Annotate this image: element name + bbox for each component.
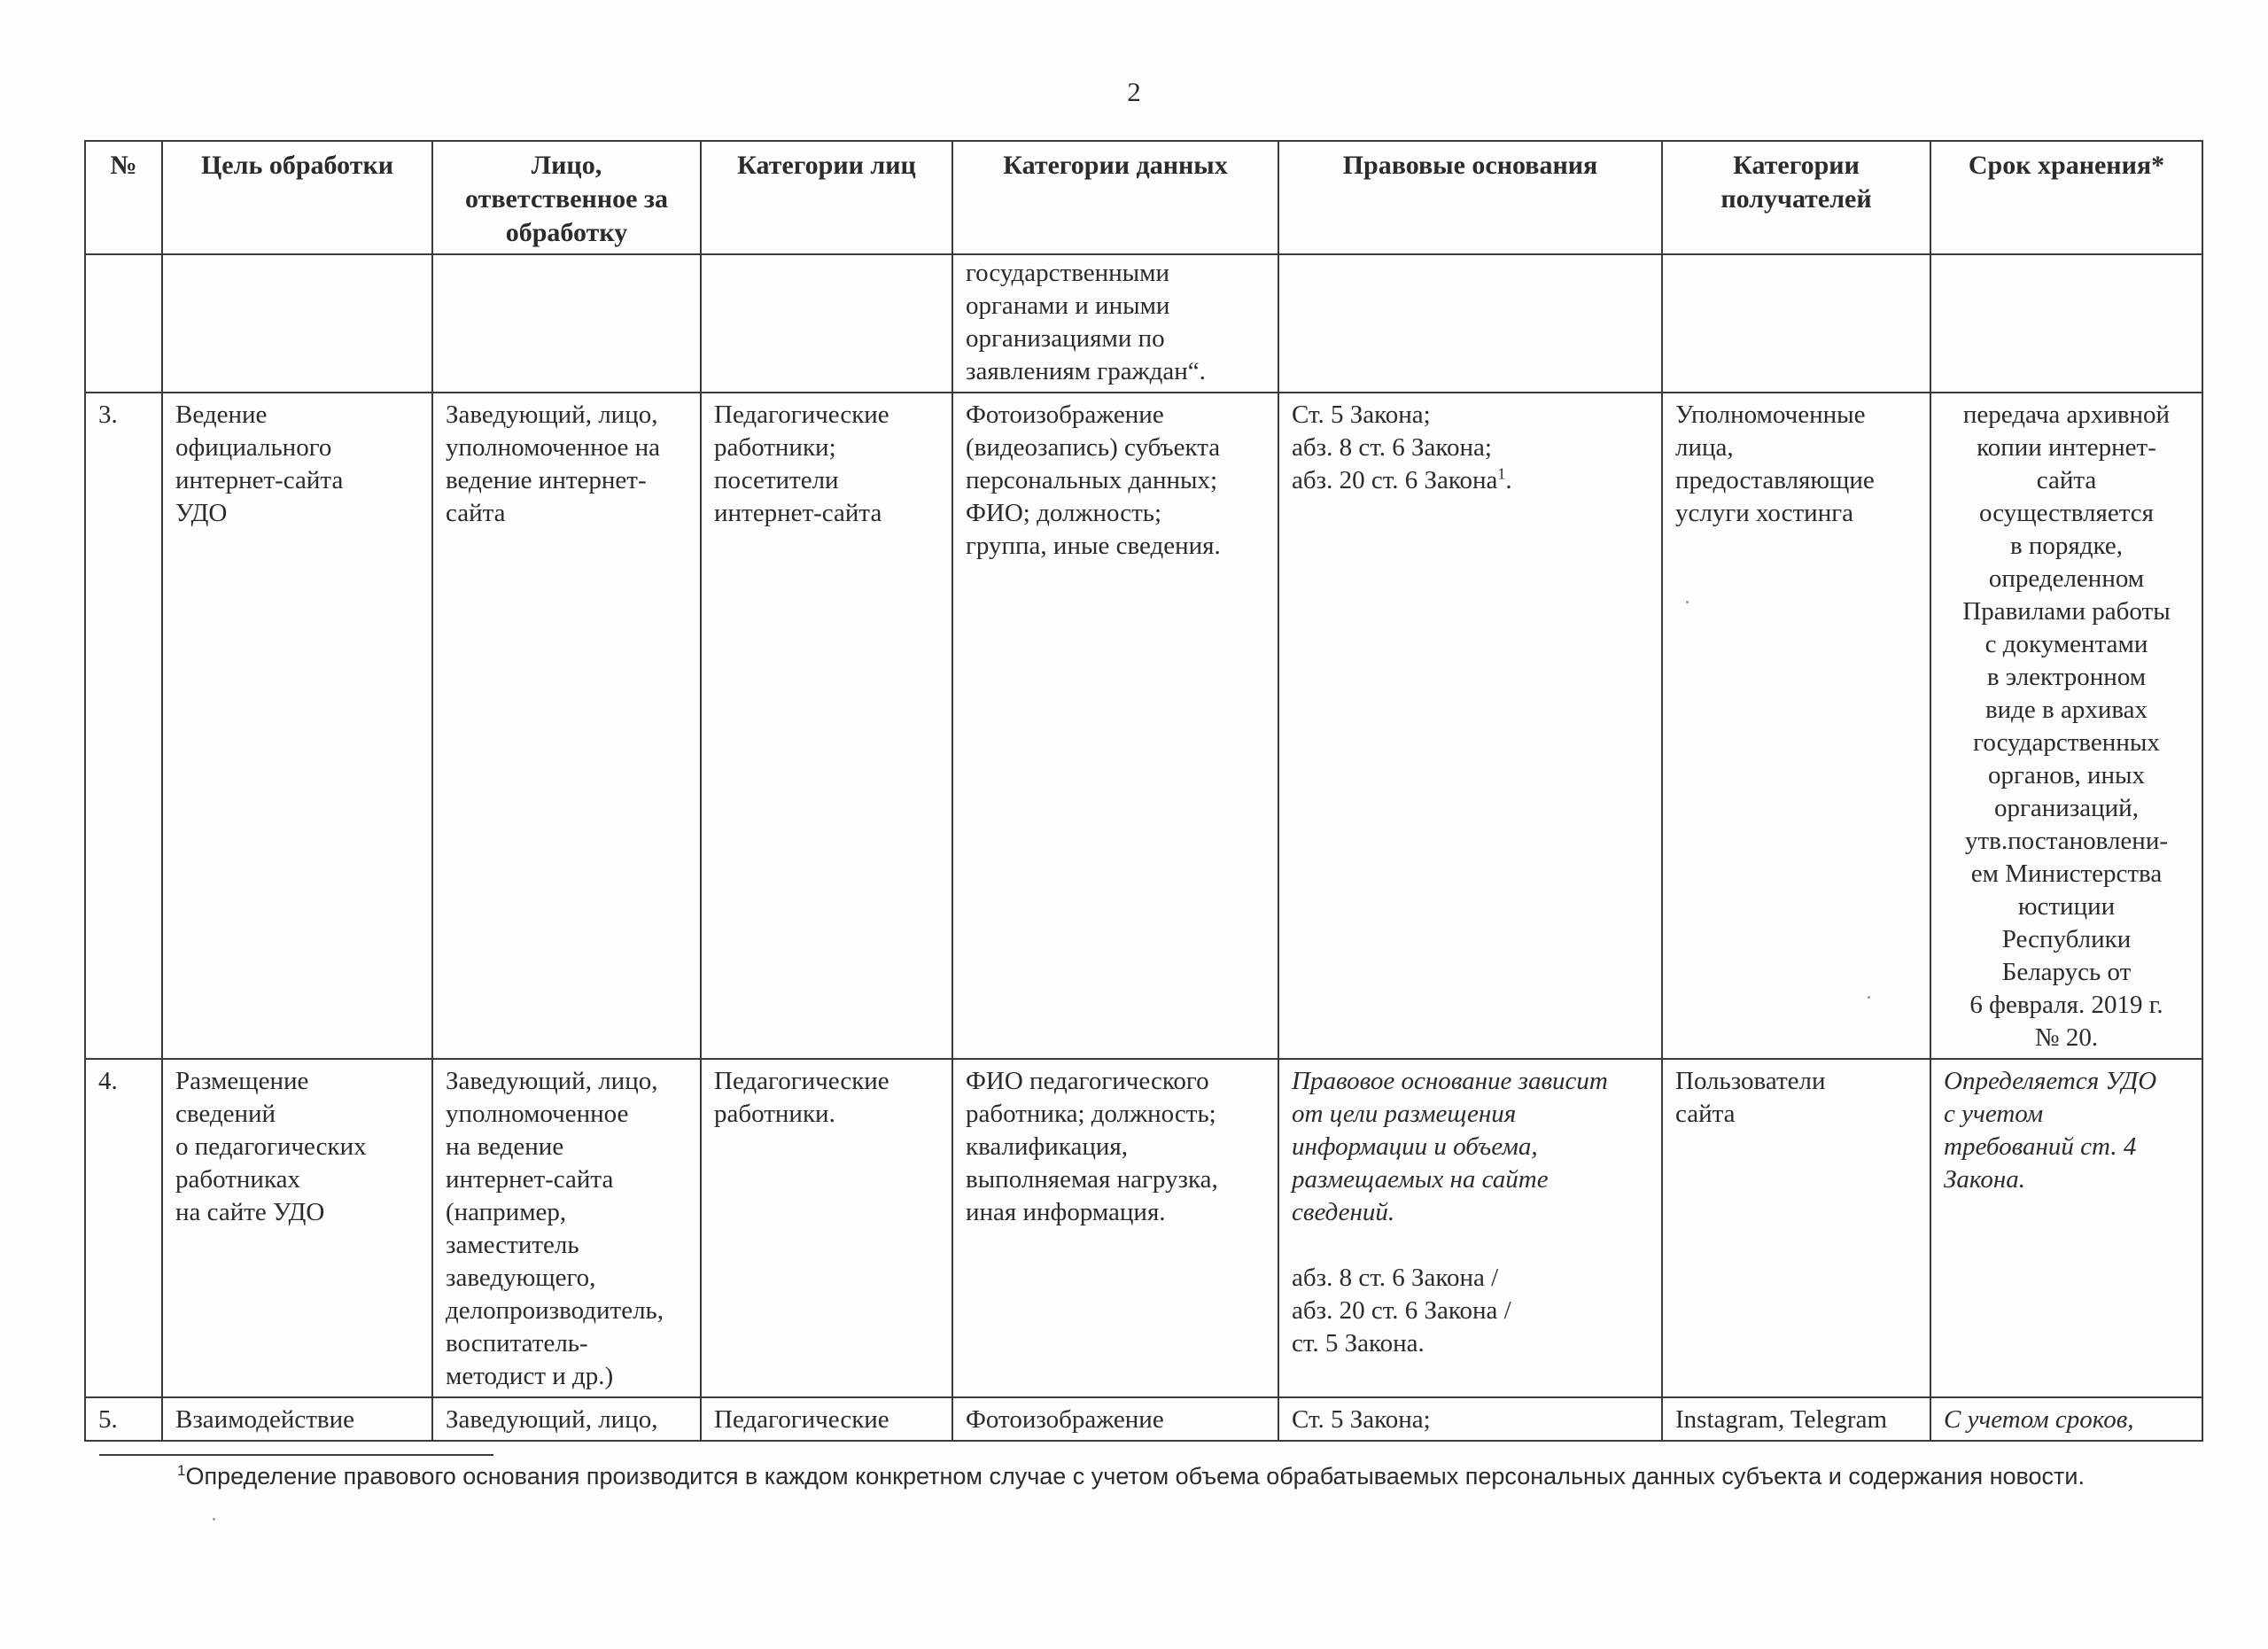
cell-retention-period	[1930, 1059, 2202, 1397]
text-line: организациями по	[966, 324, 1165, 353]
header-person-categories: Категории лиц	[701, 141, 952, 254]
text-line: № 20.	[2034, 1023, 2099, 1052]
cell-purpose	[162, 1059, 432, 1397]
text-line: государственными	[966, 259, 1170, 287]
cell-data-categories	[952, 254, 1278, 393]
text-line: Педагогические	[714, 401, 889, 429]
cell-data-categories: Фотоизображение	[952, 1397, 1278, 1441]
text-line: квалификация,	[966, 1132, 1128, 1161]
text-line: требований ст. 4	[1944, 1132, 2137, 1161]
text-line: сведений.	[1292, 1198, 1395, 1226]
header-responsible: Лицо, ответственное за обработку	[432, 141, 701, 254]
cell-empty	[162, 254, 432, 393]
text-line: организаций,	[1994, 794, 2139, 822]
cell-retention-period: С учетом сроков,	[1930, 1397, 2202, 1441]
cell-purpose: Взаимодействие	[162, 1397, 432, 1441]
text-line: интернет-сайта	[714, 499, 882, 527]
basis-text: абз. 20 ст. 6 Закона	[1292, 466, 1498, 494]
text-line: сайта	[1675, 1100, 1736, 1128]
text-line: методист и др.)	[446, 1362, 614, 1390]
text-line: персональных данных;	[966, 466, 1218, 494]
text-line: Заведующий, лицо,	[446, 401, 658, 429]
text-line: воспитатель-	[446, 1329, 588, 1357]
text-line: Размещение	[175, 1067, 309, 1095]
header-recipient-categories: Категории получателей	[1662, 141, 1930, 254]
cell-responsible	[432, 1059, 701, 1397]
text-line: группа, иные сведения.	[966, 532, 1221, 560]
cell-recipient-categories	[1662, 1059, 1930, 1397]
scan-speck	[1868, 996, 1870, 999]
footnote-marker: 1	[1497, 464, 1506, 483]
text-line: работники;	[714, 433, 836, 462]
cell-purpose	[162, 393, 432, 1059]
cell-data-categories	[952, 393, 1278, 1059]
text-line: официального	[175, 433, 332, 462]
text-line	[1292, 464, 1649, 497]
text-line: Фотоизображение	[966, 401, 1164, 429]
text-line: органов, иных	[1987, 761, 2145, 789]
text-line: УДО	[175, 499, 228, 527]
text-line: ФИО педагогического	[966, 1067, 1209, 1095]
text-line: 6 февраля. 2019 г.	[1969, 991, 2163, 1019]
text-line: лица,	[1675, 433, 1734, 462]
text-line: с учетом	[1944, 1100, 2044, 1128]
text-line: абз. 20 ст. 6 Закона /	[1292, 1296, 1511, 1325]
footnote-text: Определение правового основания производится в каждом конкретном случае с учетом объема обрабатываемых персональных данных субъекта и содержания новости.	[185, 1463, 2085, 1490]
text-line: государственных	[1973, 728, 2160, 757]
text-line: посетители	[714, 466, 839, 494]
text-line: (например,	[446, 1198, 567, 1226]
basis-period: .	[1505, 466, 1512, 494]
cell-data-categories	[952, 1059, 1278, 1397]
text-line: на ведение	[446, 1132, 564, 1161]
text-line: осуществляется	[1979, 499, 2154, 527]
cell-empty	[432, 254, 701, 393]
text-line: утв.постановлени-	[1965, 827, 2168, 855]
page-number: 2	[1127, 76, 1141, 107]
header-purpose: Цель обработки	[162, 141, 432, 254]
text-line: Закона.	[1944, 1165, 2025, 1194]
text-line: Правовое основание зависит	[1292, 1067, 1608, 1095]
cell-person-categories: Педагогические	[701, 1397, 952, 1441]
cell-empty	[1278, 254, 1662, 393]
text-line: абз. 8 ст. 6 Закона;	[1292, 433, 1492, 462]
footnote-marker: 1	[177, 1462, 186, 1479]
text-line: информации и объема,	[1292, 1132, 1538, 1161]
footnote	[177, 1460, 2171, 1492]
text-line: ведение интернет-	[446, 466, 647, 494]
text-line: уполномоченное	[446, 1100, 629, 1128]
text-line: размещаемых на сайте	[1292, 1165, 1549, 1194]
cell-number: 3.	[85, 393, 162, 1059]
text-line: органами и иными	[966, 292, 1170, 320]
text-line: заявлениям граждан“.	[966, 357, 1206, 385]
text-line: виде в архивах	[1984, 696, 2148, 724]
text-line: интернет-сайта	[446, 1165, 614, 1194]
header-number: №	[85, 141, 162, 254]
text-line: Ст. 5 Закона;	[1292, 401, 1431, 429]
text-line: Республики	[2001, 925, 2132, 953]
text-line: работниках	[175, 1165, 300, 1194]
text-line: о педагогических	[175, 1132, 367, 1161]
text-line: Заведующий, лицо,	[446, 1067, 658, 1095]
spacer-line	[1292, 1229, 1649, 1262]
text-line: Педагогические	[714, 1067, 889, 1095]
text-line: выполняемая нагрузка,	[966, 1165, 1218, 1194]
table-row	[85, 1397, 2202, 1441]
text-line: Пользователи	[1675, 1067, 1826, 1095]
text-line: в электронном	[1986, 663, 2147, 691]
text-line: Уполномоченные	[1675, 401, 1866, 429]
text-line: с документами	[1984, 630, 2148, 658]
scan-speck	[213, 1518, 215, 1521]
cell-number: 4.	[85, 1059, 162, 1397]
cell-person-categories	[701, 1059, 952, 1397]
text-line: на сайте УДО	[175, 1198, 325, 1226]
text-line: Ведение	[175, 401, 268, 429]
text-line: сведений	[175, 1100, 276, 1128]
text-line: Определяется УДО	[1944, 1067, 2157, 1095]
text-line: (видеозапись) субъекта	[966, 433, 1221, 462]
text-line: сайта	[446, 499, 506, 527]
cell-retention-period	[1930, 393, 2202, 1059]
text-line: предоставляющие	[1675, 466, 1875, 494]
footnote-divider	[99, 1454, 493, 1456]
scan-speck	[1686, 601, 1689, 603]
header-data-categories: Категории данных	[952, 141, 1278, 254]
text-line: определенном	[1988, 564, 2145, 593]
text-line: работника; должность;	[966, 1100, 1216, 1128]
text-line: сайта	[2036, 466, 2097, 494]
cell-empty	[85, 254, 162, 393]
text-line: передача архивной	[1962, 401, 2171, 429]
text-line: ст. 5 Закона.	[1292, 1329, 1425, 1357]
cell-legal-basis	[1278, 1059, 1662, 1397]
text-line: уполномоченное на	[446, 433, 661, 462]
text-line: заместитель	[446, 1231, 579, 1259]
table-row	[85, 393, 2202, 1059]
text-line: копии интернет-	[1977, 433, 2156, 462]
text-line: абз. 8 ст. 6 Закона /	[1292, 1264, 1499, 1292]
table-header-row	[85, 141, 2202, 254]
cell-legal-basis: Ст. 5 Закона;	[1278, 1397, 1662, 1441]
cell-empty	[1930, 254, 2202, 393]
cell-responsible: Заведующий, лицо,	[432, 1397, 701, 1441]
text-line: заведующего,	[446, 1264, 596, 1292]
text-line: ФИО; должность;	[966, 499, 1162, 527]
header-retention-period: Срок хранения*	[1930, 141, 2202, 254]
text-line: услуги хостинга	[1675, 499, 1853, 527]
data-processing-table	[84, 140, 2203, 1442]
text-line: от цели размещения	[1292, 1100, 1517, 1128]
text-line: в порядке,	[2009, 532, 2124, 560]
text-line: ем Министерства	[1970, 860, 2163, 888]
cell-recipient-categories: Instagram, Telegram	[1662, 1397, 1930, 1441]
cell-legal-basis	[1278, 393, 1662, 1059]
table-row-continuation	[85, 254, 2202, 393]
text-line: иная информация.	[966, 1198, 1166, 1226]
text-line: работники.	[714, 1100, 835, 1128]
table-row	[85, 1059, 2202, 1397]
cell-recipient-categories	[1662, 393, 1930, 1059]
cell-person-categories	[701, 393, 952, 1059]
text-line: делопроизводитель,	[446, 1296, 664, 1325]
text-line: юстиции	[2017, 892, 2116, 921]
text-line: Правилами работы	[1962, 597, 2171, 626]
header-legal-basis: Правовые основания	[1278, 141, 1662, 254]
cell-empty	[1662, 254, 1930, 393]
text-line: Беларусь от	[2001, 958, 2132, 986]
cell-empty	[701, 254, 952, 393]
cell-number: 5.	[85, 1397, 162, 1441]
cell-responsible	[432, 393, 701, 1059]
text-line: интернет-сайта	[175, 466, 344, 494]
